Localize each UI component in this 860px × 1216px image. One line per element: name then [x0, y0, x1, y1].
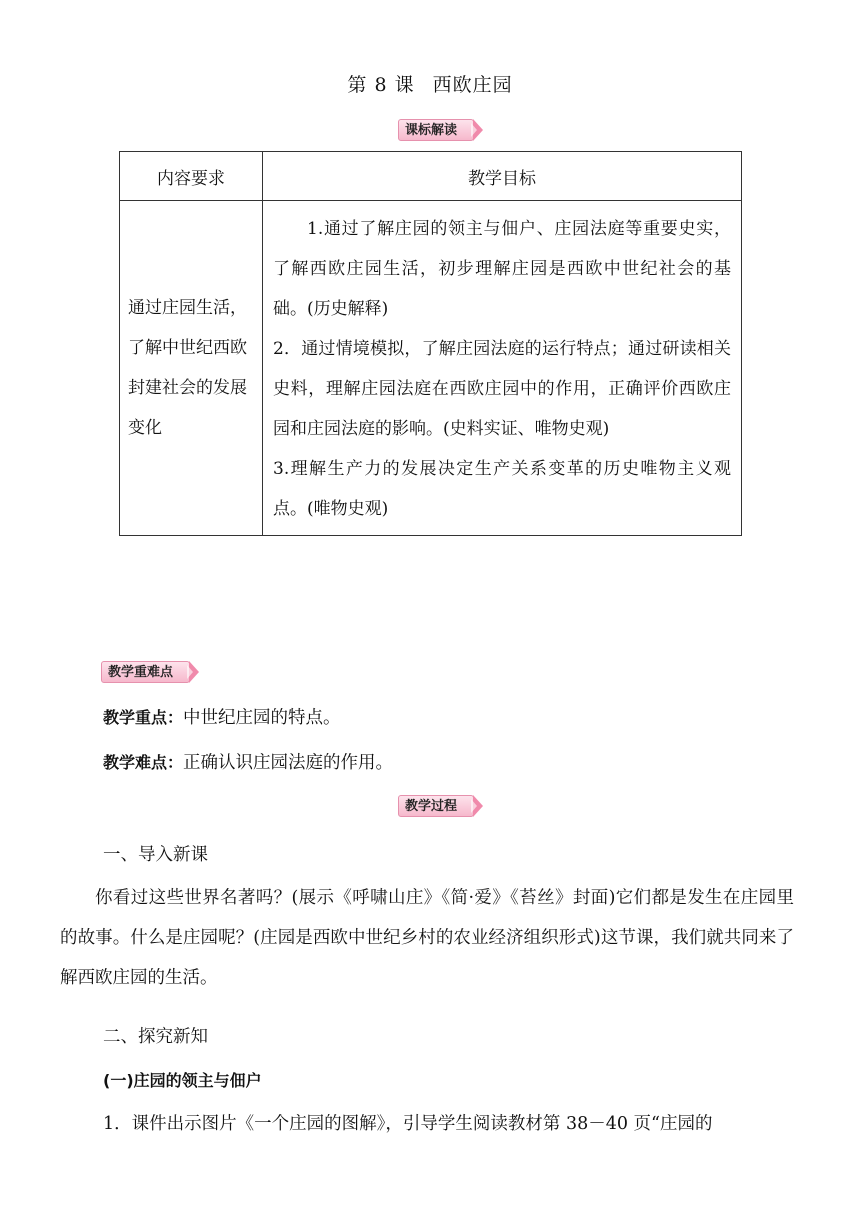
- standards-badge-label: 课标解读: [405, 123, 458, 138]
- badge-arrow-highlight: [187, 665, 193, 679]
- key-points-badge-label: 教学重难点: [108, 665, 174, 680]
- header-content-requirements: 内容要求: [120, 152, 263, 201]
- difficulty-line: [103, 751, 393, 775]
- difficulty-label: 教学难点：: [103, 753, 184, 772]
- section-heading-intro: 一、导入新课: [103, 845, 208, 865]
- standards-badge: [398, 119, 474, 141]
- section-heading-explore: 二、探究新知: [103, 1027, 208, 1047]
- badge-arrow-highlight: [471, 123, 477, 137]
- key-point-text: 中世纪庄园的特点。: [183, 708, 341, 728]
- key-point-label: 教学重点：: [103, 708, 184, 727]
- curriculum-table: [119, 151, 742, 536]
- key-point-line: [103, 706, 341, 730]
- table-row: [120, 201, 742, 536]
- lesson-name: 西欧庄园: [432, 74, 513, 96]
- subsection-heading: [103, 1069, 262, 1093]
- badge-arrow-highlight: [471, 799, 477, 813]
- intro-paragraph: 你看过这些世界名著吗？(展示《呼啸山庄》《简·爱》《苔丝》封面)它们都是发生在庄园里的故事。什么是庄园呢？(庄园是西欧中世纪乡村的农业经济组织形式)这节课，我们就共同来了解西欧庄园的生活。: [60, 888, 794, 988]
- content-requirement-cell: 通过庄园生活，了解中世纪西欧封建社会的发展变化: [120, 201, 263, 536]
- header-teaching-objectives: 教学目标: [263, 152, 742, 201]
- table-header-row: [120, 152, 742, 201]
- process-badge-label: 教学过程: [405, 799, 458, 814]
- process-badge: [398, 795, 474, 817]
- teaching-objectives-cell: [263, 201, 742, 536]
- objective-2: 2．通过情境模拟，了解庄园法庭的运行特点；通过研读相关史料，理解庄园法庭在西欧庄园中的作用，正确评价西欧庄园和庄园法庭的影响。(史料实证、唯物史观): [273, 339, 731, 439]
- difficulty-text: 正确认识庄园法庭的作用。: [183, 753, 394, 773]
- objective-1: 1.通过了解庄园的领主与佃户、庄园法庭等重要史实，了解西欧庄园生活，初步理解庄园是西欧中世纪社会的基础。(历史解释): [273, 219, 731, 319]
- step-1-text: 1．课件出示图片《一个庄园的图解》，引导学生阅读教材第 38－40 页“庄园的: [103, 1114, 713, 1134]
- objective-3: 3.理解生产力的发展决定生产关系变革的历史唯物主义观点。(唯物史观): [273, 459, 731, 519]
- subsection-heading-label: (一)庄园的领主与佃户: [103, 1071, 262, 1090]
- lesson-title: [0, 70, 860, 97]
- lesson-number: 第 8 课: [347, 74, 415, 96]
- key-points-badge: [101, 661, 190, 683]
